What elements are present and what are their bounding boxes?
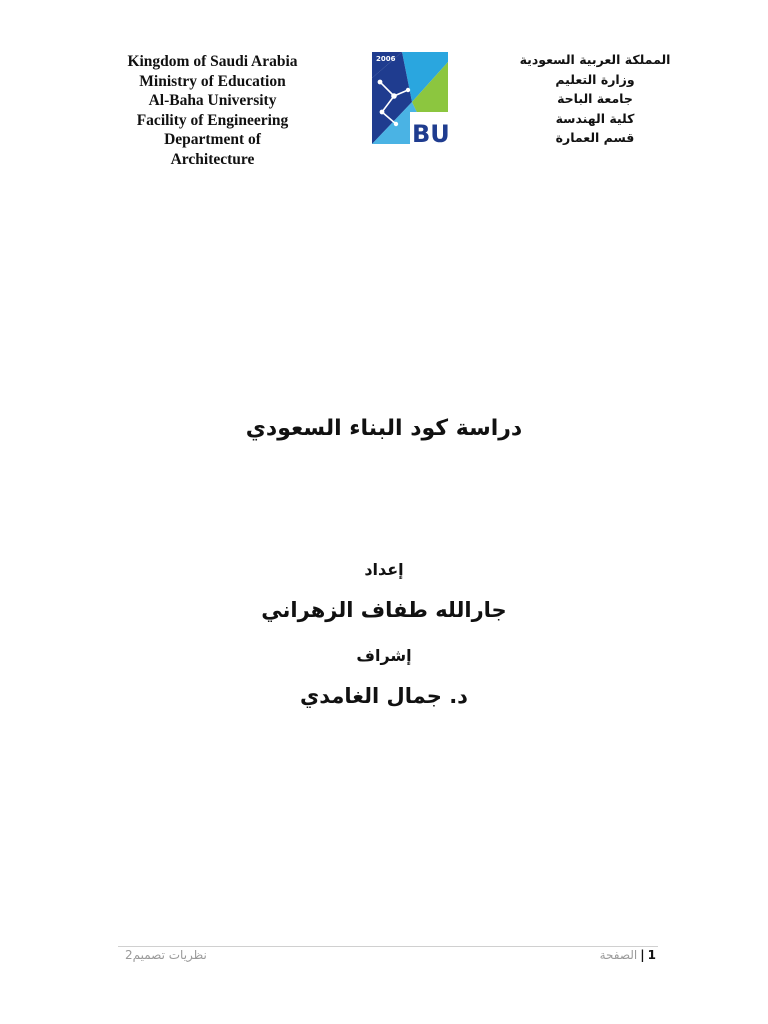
header-en-line: Facility of Engineering: [136, 111, 289, 129]
footer-course: نظريات تصميم2: [125, 948, 207, 962]
supervision-label: إشراف: [356, 646, 412, 665]
header-ar-line: كلية الهندسة: [555, 110, 635, 126]
university-logo-graphic: [372, 52, 452, 148]
header-ar-line: جامعة الباحة: [557, 91, 633, 106]
logo-initials: BU: [412, 120, 450, 148]
header-ar-line: قسم العمارة: [555, 130, 635, 145]
footer-page-info: [600, 948, 656, 962]
header-ar-line: وزارة التعليم: [555, 71, 635, 87]
prepared-by-label: إعداد: [364, 560, 404, 579]
header-en-line: Kingdom of Saudi Arabia: [127, 53, 298, 70]
document-title: دراسة كود البناء السعودي: [245, 416, 523, 441]
header-english: [100, 52, 325, 169]
header-en-line: Ministry of Education: [139, 72, 286, 90]
header-en-line: Department of: [164, 131, 261, 148]
supervisor-name: د. جمال الغامدي: [300, 684, 468, 708]
university-logo: [372, 52, 452, 148]
author-name: جارالله طفاف الزهراني: [261, 598, 507, 622]
footer-separator: |: [640, 948, 645, 962]
page-number: 1: [647, 948, 656, 962]
header-en-line: Al-Baha University: [148, 92, 277, 109]
header-en-line: Architecture: [170, 150, 255, 168]
header-arabic: [500, 50, 690, 148]
logo-year: 2006: [376, 55, 396, 63]
page-word: الصفحة: [599, 948, 638, 962]
header-ar-line: المملكة العربية السعودية: [519, 52, 671, 67]
footer-divider: [118, 946, 658, 947]
